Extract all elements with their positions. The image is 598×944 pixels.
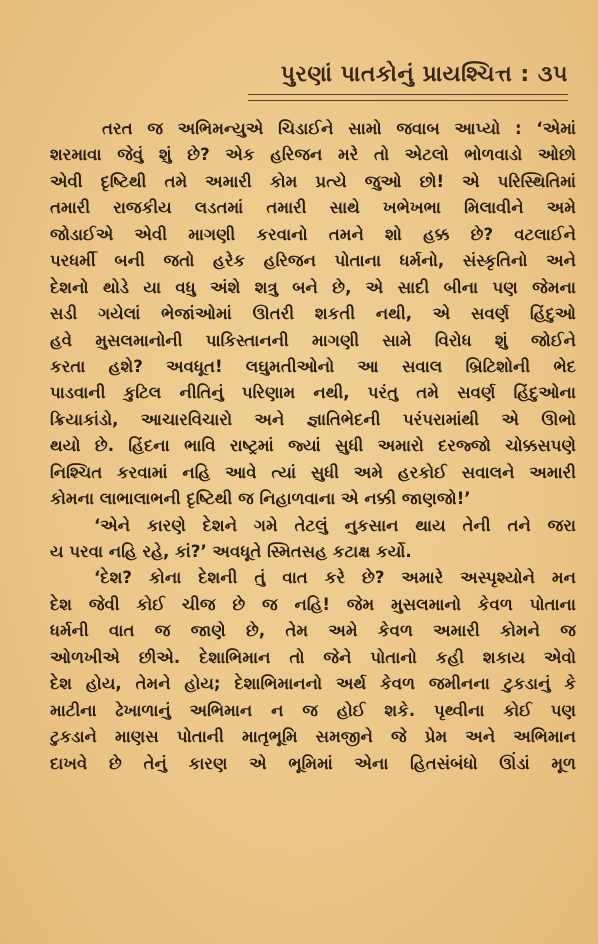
text-line: ધર્મની વાત જ જાણે છે, તેમ અમે કેવળ અમારી કોમને જ (50, 621, 576, 641)
text-line: દેશ હોય, તેમને હોય; દેશાભિમાનનો અર્થ કેવળ જમીનના ટુકડાનું કે (50, 674, 576, 694)
running-head (244, 62, 568, 102)
text-line: તમારી રાજકીય લડતમાં તમારી સાથે ખભેખભા મિલાવીને અમે (50, 198, 576, 218)
text-line: એવી દૃષ્ટિથી તમે અમારી કોમ પ્રત્યે જુઓ છો! એ પરિસ્થિતિમાં (50, 171, 576, 191)
text-line: કોમના લાભાલાભની દૃષ્ટિથી જ નિહાળવાના એ નક્કી જાણજો!’ (50, 489, 471, 509)
text-line: ક્રિયાકાંડો, આચારવિચારો અને જ્ઞાતિભેદની પરંપરામાંથી એ ઊભો (50, 409, 576, 429)
text-line: ટુકડાને માણસ પોતાની માતૃભૂમિ સમજીને જે પ્રેમ અને અભિમાન (50, 727, 576, 747)
body-text (50, 116, 576, 777)
text-line: સડી ગયેલાં ભેજાંઓમાં ઊતરી શકતી નથી, એ સવર્ણ હિંદુઓ (50, 304, 576, 324)
text-line: માટીના ઢેખાળાનું અભિમાન ન જ હોઈ શકે. પૃથ્વીના કોઈ પણ (50, 700, 576, 720)
text-line: પાડવાની કુટિલ નીતિનું પરિણામ નથી, પરંતુ તમે સવર્ણ હિંદુઓના (50, 383, 576, 403)
text-line: દાખવે છે તેનું કારણ એ ભૂમિમાં એના હિતસંબંધો ઊંડાં મૂળ (50, 753, 576, 773)
text-line: હવે મુસલમાનોની પાકિસ્તાનની માગણી સામે વિરોધ શું જોઈને (50, 330, 576, 350)
running-head-rule (248, 94, 568, 101)
text-line: જોડાઈએ એવી માગણી કરવાનો તમને શો હક્ક છે? વટલાઈને (50, 224, 576, 244)
text-line: થયો છે. હિંદના ભાવિ રાષ્ટ્રમાં જ્યાં સુધી અમારો દરજ્જો ચોક્કસપણે (50, 436, 576, 456)
text-line: દેશનો થોડે યા વધુ અંશે શત્રુ બને છે, એ સાદી બીના પણ જેમના (50, 277, 576, 297)
text-line: ‘એને કારણે દેશને ગમે તેટલું નુકસાન થાય તેની તને જરા (94, 515, 576, 535)
text-line: કરતા હશે? અવધૂત! લઘુમતીઓનો આ સવાલ બ્રિટિશોની ભેદ (50, 356, 576, 376)
text-line: તરત જ અભિમન્યુએ ચિડાઈને સામો જવાબ આપ્યો : ‘એમાં (102, 119, 576, 138)
text-line: નિશ્ચિત કરવામાં નહિ આવે ત્યાં સુધી અમે હરકોઈ સવાલને અમારી (50, 462, 576, 482)
text-line: ‘દેશ? કોના દેશની તું વાત કરે છે? અમારે અસ્પૃશ્યોને મન (94, 568, 576, 588)
text-line: ય પરવા નહિ રહે, કાં?’ અવધૂતે સ્મિતસહ કટાક્ષ કર્યો. (50, 542, 412, 561)
text-line: ઓળખીએ છીએ. દેશાભિમાન તો જેને પોતાનો કહી શકાય એવો (50, 647, 576, 667)
text-line: દેશ જેવી કોઈ ચીજ છે જ નહિ! જેમ મુસલમાનો કેવળ પોતાના (50, 594, 576, 614)
running-head-title: પુરણાં પાતકોનું પ્રાયશ્ચિત્ત : ૩૫ (280, 62, 568, 87)
text-line: શરમાવા જેવું શું છે? એક હરિજન મરે તો એટલો ભોળવાડો ઓછો (50, 145, 576, 165)
text-line: પરધર્મી બની જતો હરેક હરિજન પોતાના ધર્મનો, સંસ્કૃતિનો અને (50, 251, 576, 271)
